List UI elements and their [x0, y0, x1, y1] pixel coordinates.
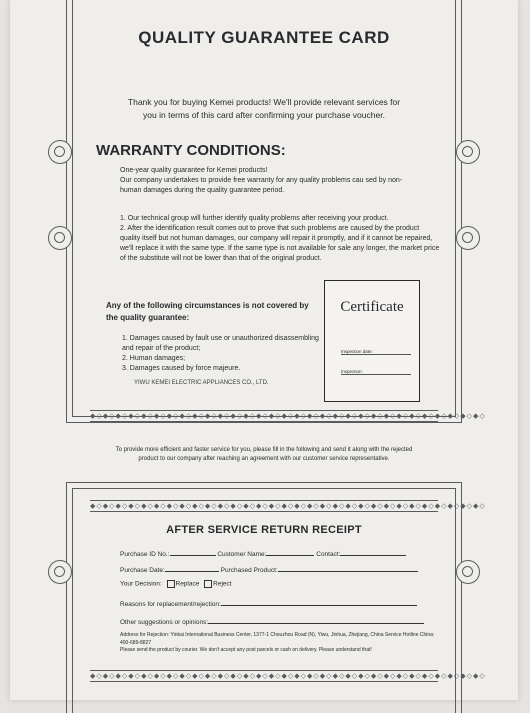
purchase-date-label: Purchase Date: — [120, 567, 165, 574]
warranty-line-1: One-year quality guarantee for Kemei products! — [120, 167, 268, 174]
inspection-date-line: Inspection date: — [341, 349, 411, 355]
service-note: To provide more efficient and faster service for you, please fill in the following and send it along with the rejected product to our company after reaching an agreement with our customer service representative. — [115, 447, 413, 462]
courier-note: Please send the product by courier. We don't accept any post parcels or cash on delivery. Please understand that! — [120, 647, 372, 653]
company-name: YIWU KEMEI ELECTRIC APPLIANCES CO., LTD. — [134, 380, 269, 386]
warranty-item: 2. After the identification result comes out to prove that such problems are caused by the product quality itself but not human damages, our company will repair it promptly, and if it cannot be repaired, we'll replace it with the same type. If the same type is not available for sale any longer, the market price of the substitute will not be lower than that of the original product. — [120, 225, 440, 262]
intro-text: Thank you for buying Kemei products! We'll provide relevant services for you in terms of this card after confirming your purchase voucher. — [127, 97, 401, 120]
reasons-field[interactable] — [221, 598, 417, 606]
guarantee-card — [10, 0, 518, 700]
scroll-ornament-icon — [456, 560, 480, 584]
scroll-ornament-icon — [456, 140, 480, 164]
receipt-title: AFTER SERVICE RETURN RECEIPT — [166, 524, 362, 536]
replace-label: Replace — [175, 580, 200, 588]
scroll-ornament-icon — [48, 140, 72, 164]
contact-label: Contact: — [316, 551, 341, 558]
return-address — [120, 632, 440, 655]
receipt-row-2 — [120, 564, 418, 574]
certificate-title: Certificate — [340, 299, 404, 315]
exclusion-item: 3. Damages caused by force majeure. — [122, 365, 241, 372]
warranty-heading: WARRANTY CONDITIONS: — [96, 142, 286, 159]
receipt-row-3 — [120, 580, 232, 588]
receipt-row-1 — [120, 548, 406, 558]
exclusions-heading: Any of the following circumstances is not covered by the quality guarantee: — [106, 301, 309, 322]
scroll-ornament-icon — [456, 226, 480, 250]
warranty-line-2: Our company undertakes to provide free warranty for any quality problems cau sed by non-human damages during the quality guarantee period. — [120, 177, 403, 194]
reject-label: Reject — [213, 580, 232, 588]
contact-field[interactable] — [340, 548, 406, 556]
receipt-row-4 — [120, 598, 417, 608]
exclusion-item: 1. Damages caused by fault use or unauthorized disassembling and repair of the product; — [122, 335, 319, 352]
reject-checkbox[interactable] — [204, 580, 212, 588]
warranty-items — [120, 214, 440, 264]
ornament-band: ◆◇◆◇◆◇◆◇◆◇◆◇◆◇◆◇◆◇◆◇◆◇◆◇◆◇◆◇◆◇◆◇◆◇◆◇◆◇◆◇◆◇◆◇◆◇◆◇◆◇◆◇◆◇◆◇◆◇◆◇◆◇ — [90, 412, 486, 420]
purchase-id-label: Purchase ID No.: — [120, 551, 170, 558]
purchased-product-label: Purchased Product: — [220, 567, 278, 574]
address-text: Address for Rejection: Yinkai International Business Center, 1377-1 Chouzhou Road (N), Yiwu, Jinhua, Zhejiang, China Service Hotline China: 400-689-8827 — [120, 632, 435, 646]
customer-name-field[interactable] — [266, 548, 314, 556]
exclusion-item: 2. Human damages; — [122, 355, 186, 362]
card-title: QUALITY GUARANTEE CARD — [138, 28, 390, 47]
customer-name-label: Customer Name: — [217, 551, 267, 558]
replace-checkbox[interactable] — [167, 580, 175, 588]
certificate-box — [324, 280, 420, 402]
suggestions-label: Other suggestions or opinions: — [120, 619, 209, 626]
scroll-ornament-icon — [48, 560, 72, 584]
purchased-product-field[interactable] — [278, 564, 418, 572]
inspection-line: Inspection: — [341, 369, 411, 375]
exclusions-list — [122, 334, 322, 374]
scroll-ornament-icon — [48, 226, 72, 250]
purchase-id-field[interactable] — [170, 548, 216, 556]
reasons-label: Reasons for replacement/rejection: — [120, 601, 221, 608]
warranty-item: 1. Our technical group will further identify quality problems after receiving your product. — [120, 215, 389, 222]
purchase-date-field[interactable] — [165, 564, 219, 572]
ornament-band: ◆◇◆◇◆◇◆◇◆◇◆◇◆◇◆◇◆◇◆◇◆◇◆◇◆◇◆◇◆◇◆◇◆◇◆◇◆◇◆◇◆◇◆◇◆◇◆◇◆◇◆◇◆◇◆◇◆◇◆◇◆◇ — [90, 672, 486, 680]
decision-label: Your Decision: — [120, 580, 162, 588]
ornament-band: ◆◇◆◇◆◇◆◇◆◇◆◇◆◇◆◇◆◇◆◇◆◇◆◇◆◇◆◇◆◇◆◇◆◇◆◇◆◇◆◇◆◇◆◇◆◇◆◇◆◇◆◇◆◇◆◇◆◇◆◇◆◇ — [90, 502, 486, 510]
receipt-row-5 — [120, 616, 424, 626]
suggestions-field[interactable] — [208, 616, 424, 624]
warranty-paragraph — [120, 166, 420, 196]
